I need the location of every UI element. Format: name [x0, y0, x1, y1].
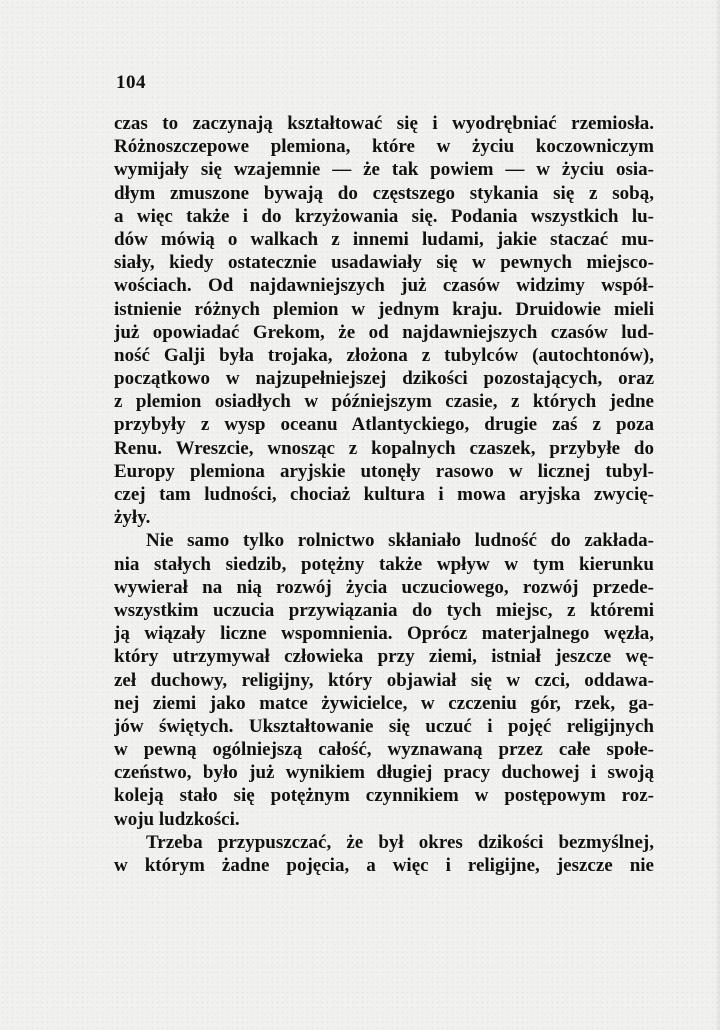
- text-line: ność Galji była trojaka, złożona z tubylców (autochtonów),: [114, 344, 654, 366]
- text-line: w którym żadne pojęcia, a więc i religijne, jeszcze nie: [114, 855, 654, 876]
- text-line: żyły.: [114, 507, 151, 529]
- text-line: dów mówią o walkach z innemi ludami, jakie staczać mu-: [114, 228, 654, 250]
- text-line: czej tam ludności, chociaż kultura i mowa aryjska zwycię-: [114, 484, 654, 505]
- text-line: Europy plemiona aryjskie utonęły rasowo w licznej tubyl-: [114, 460, 654, 482]
- text-line: ją wiązały liczne wspomnienia. Oprócz materjalnego węzła,: [114, 623, 654, 645]
- text-line: czas to zaczynają kształtować się i wyodrębniać rzemiosła.: [114, 113, 654, 134]
- text-line: Trzeba przypuszczać, że był okres dzikości bezmyślnej,: [146, 831, 654, 853]
- text-line: wymijały się wzajemnie — że tak powiem — w życiu osia-: [114, 159, 654, 181]
- text-line: zeł duchowy, religijny, który objawiał się w czci, oddawa-: [114, 669, 654, 691]
- text-line: nia stałych siedzib, potężny także wpływ w tym kierunku: [114, 553, 654, 575]
- page-number: 104: [116, 72, 146, 93]
- text-line: koleją stało się potężnym czynnikiem w postępowym roz-: [114, 785, 654, 807]
- text-line: który utrzymywał człowieka przy ziemi, istniał jeszcze wę-: [114, 646, 654, 668]
- text-line: w pewną ogólniejszą całość, wyznawaną przez całe społe-: [114, 739, 654, 761]
- text-line: wościach. Od najdawniejszych już czasów widzimy współ-: [114, 275, 654, 297]
- text-line: czeństwo, było już wynikiem długiej pracy duchowej i swoją: [114, 762, 654, 784]
- text-line: Renu. Wreszcie, wnosząc z kopalnych czaszek, przybyłe do: [114, 437, 654, 459]
- text-line: Nie samo tylko rolnictwo skłaniało ludność do zakłada-: [146, 530, 654, 552]
- text-line: a więc także i do krzyżowania się. Podania wszystkich lu-: [114, 205, 654, 227]
- text-line: nej ziemi jako matce żywicielce, w czczeniu gór, rzek, ga-: [114, 692, 654, 714]
- text-line: dłym zmuszone bywają do częstszego stykania się z sobą,: [114, 182, 654, 204]
- text-line: początkowo w najzupełniejszej dzikości pozostających, oraz: [114, 368, 654, 390]
- text-line: wszystkim uczucia przywiązania do tych miejsc, z któremi: [114, 599, 654, 621]
- text-line: z plemion osiadłych w późniejszym czasie, z których jedne: [114, 391, 654, 413]
- text-line: wywierał na nią rozwój życia uczuciowego, rozwój przede-: [114, 576, 654, 598]
- body-text: [114, 112, 654, 877]
- text-line: Różnoszczepowe plemiona, które w życiu koczowniczym: [114, 136, 654, 158]
- text-line: przybyły z wysp oceanu Atlantyckiego, drugie zaś z poza: [114, 414, 654, 436]
- page-edge-shadow: [714, 0, 720, 1030]
- text-line: istnienie różnych plemion w jednym kraju. Druidowie mieli: [114, 298, 654, 320]
- text-line: siały, kiedy ostatecznie usadawiały się w pewnych miejsco-: [114, 252, 654, 274]
- text-line: woju ludzkości.: [114, 808, 240, 830]
- text-line: jów świętych. Ukształtowanie się uczuć i pojęć religijnych: [114, 715, 654, 737]
- text-line: już opowiadać Grekom, że od najdawniejszych czasów lud-: [114, 321, 654, 343]
